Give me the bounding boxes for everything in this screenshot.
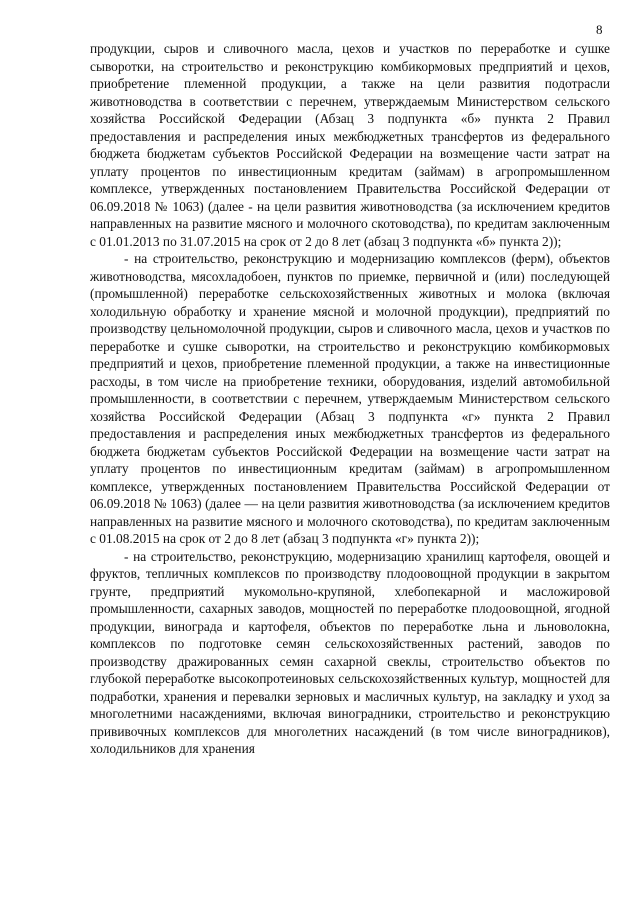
page-number: 8: [596, 22, 603, 37]
paragraph-continuation: продукции, сыров и сливочного масла, цехов и участков по переработке и сушке сыворотки, на строительство и реконструкцию комбикормовых предприятий и цехов, приобретение племенной продукции, а также на цели развития подотрасли животноводства в соответствии с перечнем, утверждаемым Министерством сельского хозяйства Российской Федерации (Абзац 3 подпункта «б» пункта 2 Правил предоставления и распределения иных межбюджетных трансфертов из федерального бюджета бюджетам субъектов Российской Федерации на возмещение части затрат на уплату процентов по инвестиционным кредитам (займам) в агропромышленном комплексе, утвержденных постановлением Правительства Российской Федерации от 06.09.2018 № 1063) (далее - на цели развития животноводства (за исключением кредитов направленных на развитие мясного и молочного скотоводства), по кредитам заключенным с 01.01.2013 по 31.07.2015 на срок от 2 до 8 лет (абзац 3 подпункта «б» пункта 2));: [90, 41, 610, 249]
document-body: [90, 40, 610, 758]
paragraph-livestock-complexes: - на строительство, реконструкцию и модернизацию комплексов (ферм), объектов животноводства, мясохладобоен, пунктов по приемке, первичной и (или) последующей (промышленной) переработке сельскохозяйственных животных и молока (включая холодильную обработку и хранение мясной и молочной продукции), предприятий по производству цельномолочной продукции, сыров и сливочного масла, цехов и участков по переработке и сушке сыворотки, на строительство и реконструкцию комбикормовых предприятий и цехов, приобретение племенной продукции, а также на инвестиционные расходы, в том числе на приобретение техники, оборудования, изделий автомобильной промышленности, в соответствии с перечнем, утверждаемым Министерством сельского хозяйства Российской Федерации (Абзац 3 подпункта «г» пункта 2 Правил предоставления и распределения иных межбюджетных трансфертов из федерального бюджета бюджетам субъектов Российской Федерации на возмещение части затрат на уплату процентов по инвестиционным кредитам (займам) в агропромышленном комплексе, утвержденных постановлением Правительства Российской Федерации от 06.09.2018 № 1063) (далее — на цели развития животноводства (за исключением кредитов направленных на развитие мясного и молочного скотоводства), по кредитам заключенным с 01.08.2015 на срок от 2 до 8 лет (абзац 3 подпункта «г» пункта 2));: [90, 251, 610, 546]
paragraph-storage-facilities: - на строительство, реконструкцию, модернизацию хранилищ картофеля, овощей и фруктов, тепличных комплексов по производству плодоовощной продукции в закрытом грунте, предприятий мукомольно-крупяной, хлебопекарной и масложировой промышленности, сахарных заводов, мощностей по переработке плодоовощной, ягодной продукции, винограда и картофеля, объектов по переработке льна и льноволокна, комплексов по подготовке семян сельскохозяйственных растений, заводов по производству дражированных семян сахарной свеклы, строительство объектов по глубокой переработке высокопротеиновых сельскохозяйственных культур, мощностей для подработки, хранения и перевалки зерновых и масличных культур, на закладку и уход за многолетними насаждениями, включая виноградники, строительство и реконструкцию прививочных комплексов для многолетних насаждений (в том числе виноградников), холодильников для хранения: [90, 548, 610, 756]
